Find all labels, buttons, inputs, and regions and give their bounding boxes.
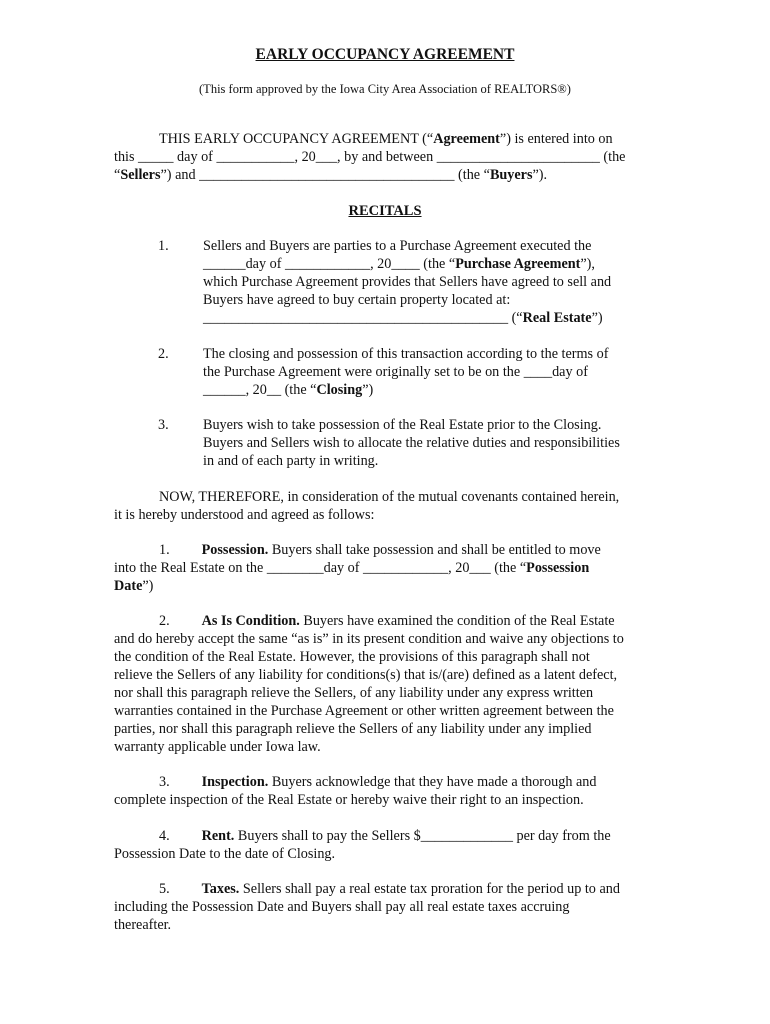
section-number: 2.	[159, 613, 170, 629]
section-heading: As Is Condition.	[201, 613, 300, 629]
section-line: Possession Date to the date of Closing.	[114, 846, 336, 862]
section-line	[114, 559, 654, 577]
recital-body	[203, 237, 663, 327]
recital-line	[203, 309, 663, 327]
section-line	[114, 827, 654, 845]
section-line	[114, 880, 654, 898]
section-line: warranties contained in the Purchase Agreement or other written agreement between the	[114, 703, 614, 719]
section-line	[114, 577, 654, 595]
recital-line: Buyers and Sellers wish to allocate the relative duties and responsibilities	[203, 435, 620, 451]
section-rent	[114, 827, 654, 863]
section-text: Sellers shall pay a real estate tax proration for the period up to and	[239, 881, 620, 897]
section-text: Buyers shall to pay the Sellers $_____________ per day from the	[234, 828, 611, 844]
document-title: EARLY OCCUPANCY AGREEMENT	[255, 46, 515, 63]
recital-body	[203, 416, 663, 470]
possession-date-term: Date	[114, 578, 143, 594]
section-taxes	[114, 880, 654, 934]
recital-line: the Purchase Agreement were originally set to be on the ____day of	[203, 364, 588, 380]
recital-text: ”),	[580, 256, 595, 272]
section-heading: Possession.	[201, 542, 269, 558]
section-text: into the Real Estate on the ________day of ____________, 20___ (the “	[114, 560, 527, 576]
recital-line: which Purchase Agreement provides that Sellers have agreed to sell and	[203, 274, 612, 290]
section-line	[114, 541, 654, 559]
recital-text: ”)	[362, 382, 374, 398]
now-therefore-paragraph	[114, 488, 654, 524]
recital-line: Sellers and Buyers are parties to a Purchase Agreement executed the	[203, 238, 592, 254]
section-text: Buyers shall take possession and shall be entitled to move	[268, 542, 601, 558]
section-line	[114, 773, 654, 791]
intro-text: “	[114, 167, 121, 183]
recital-text: ___________________________________________ (“	[203, 310, 523, 326]
section-text: Buyers have examined the condition of the Real Estate	[299, 613, 615, 629]
intro-text: ”) is entered into on	[499, 131, 613, 147]
section-text: ”)	[142, 578, 154, 594]
section-inspection	[114, 773, 654, 809]
section-text: Buyers acknowledge that they have made a thorough and	[268, 774, 597, 790]
recital-line: Buyers wish to take possession of the Real Estate prior to the Closing.	[203, 417, 602, 433]
real-estate-term: Real Estate	[522, 310, 592, 326]
agreement-term: Agreement	[433, 131, 500, 147]
section-line: relieve the Sellers of any liability for conditions(s) that is/(are) defined as a latent defect,	[114, 667, 618, 683]
recital-number: 2.	[158, 346, 169, 362]
section-number: 4.	[159, 828, 170, 844]
recital-line	[203, 255, 663, 273]
recital-number: 3.	[158, 417, 169, 433]
sellers-term: Sellers	[120, 167, 161, 183]
recital-line: in and of each party in writing.	[203, 453, 379, 469]
recital-line: The closing and possession of this transaction according to the terms of	[203, 346, 609, 362]
section-line: including the Possession Date and Buyers shall pay all real estate taxes accruing	[114, 899, 570, 915]
intro-line-2: this _____ day of ___________, 20___, by and between _______________________ (the	[114, 149, 626, 165]
section-possession	[114, 541, 654, 595]
section-heading: Inspection.	[201, 774, 269, 790]
buyers-term: Buyers	[489, 167, 533, 183]
document-subtitle: (This form approved by the Iowa City Area Association of REALTORS®)	[199, 82, 571, 96]
recital-line	[203, 381, 663, 399]
section-number: 3.	[159, 774, 170, 790]
intro-line-1	[114, 130, 654, 148]
section-line: and do hereby accept the same “as is” in its present condition and waive any objections to	[114, 631, 624, 647]
recital-body	[203, 345, 663, 399]
possession-date-term: Possession	[526, 560, 590, 576]
section-line: thereafter.	[114, 917, 172, 933]
recital-text: ”)	[591, 310, 603, 326]
intro-line-3	[114, 166, 654, 184]
intro-text: THIS EARLY OCCUPANCY AGREEMENT (“	[159, 131, 434, 147]
recital-line: Buyers have agreed to buy certain property located at:	[203, 292, 511, 308]
recital-number: 1.	[158, 238, 169, 254]
closing-term: Closing	[316, 382, 363, 398]
recital-text: ______, 20__ (the “	[203, 382, 317, 398]
section-line: nor shall this paragraph relieve the Sellers, of any liability under any express written	[114, 685, 594, 701]
paragraph-line: NOW, THEREFORE, in consideration of the mutual covenants contained herein,	[159, 489, 620, 505]
section-heading: Taxes.	[201, 881, 240, 897]
section-as-is-condition	[114, 612, 654, 756]
intro-text: ”) and ____________________________________ (the “	[160, 167, 490, 183]
section-number: 5.	[159, 881, 170, 897]
section-line: parties, nor shall this paragraph relieve the Sellers of any liability under any implied	[114, 721, 592, 737]
section-heading: Rent.	[201, 828, 235, 844]
section-line: the condition of the Real Estate. However, the provisions of this paragraph shall not	[114, 649, 590, 665]
intro-paragraph	[114, 130, 654, 184]
section-number: 1.	[159, 542, 170, 558]
intro-text: ”).	[532, 167, 548, 183]
section-line: warranty applicable under Iowa law.	[114, 739, 321, 755]
recital-text: ______day of ____________, 20____ (the “	[203, 256, 456, 272]
purchase-agreement-term: Purchase Agreement	[455, 256, 581, 272]
section-line	[114, 612, 654, 630]
recitals-heading: RECITALS	[348, 203, 422, 219]
paragraph-line: it is hereby understood and agreed as follows:	[114, 507, 375, 523]
section-line: complete inspection of the Real Estate or hereby waive their right to an inspection.	[114, 792, 584, 808]
